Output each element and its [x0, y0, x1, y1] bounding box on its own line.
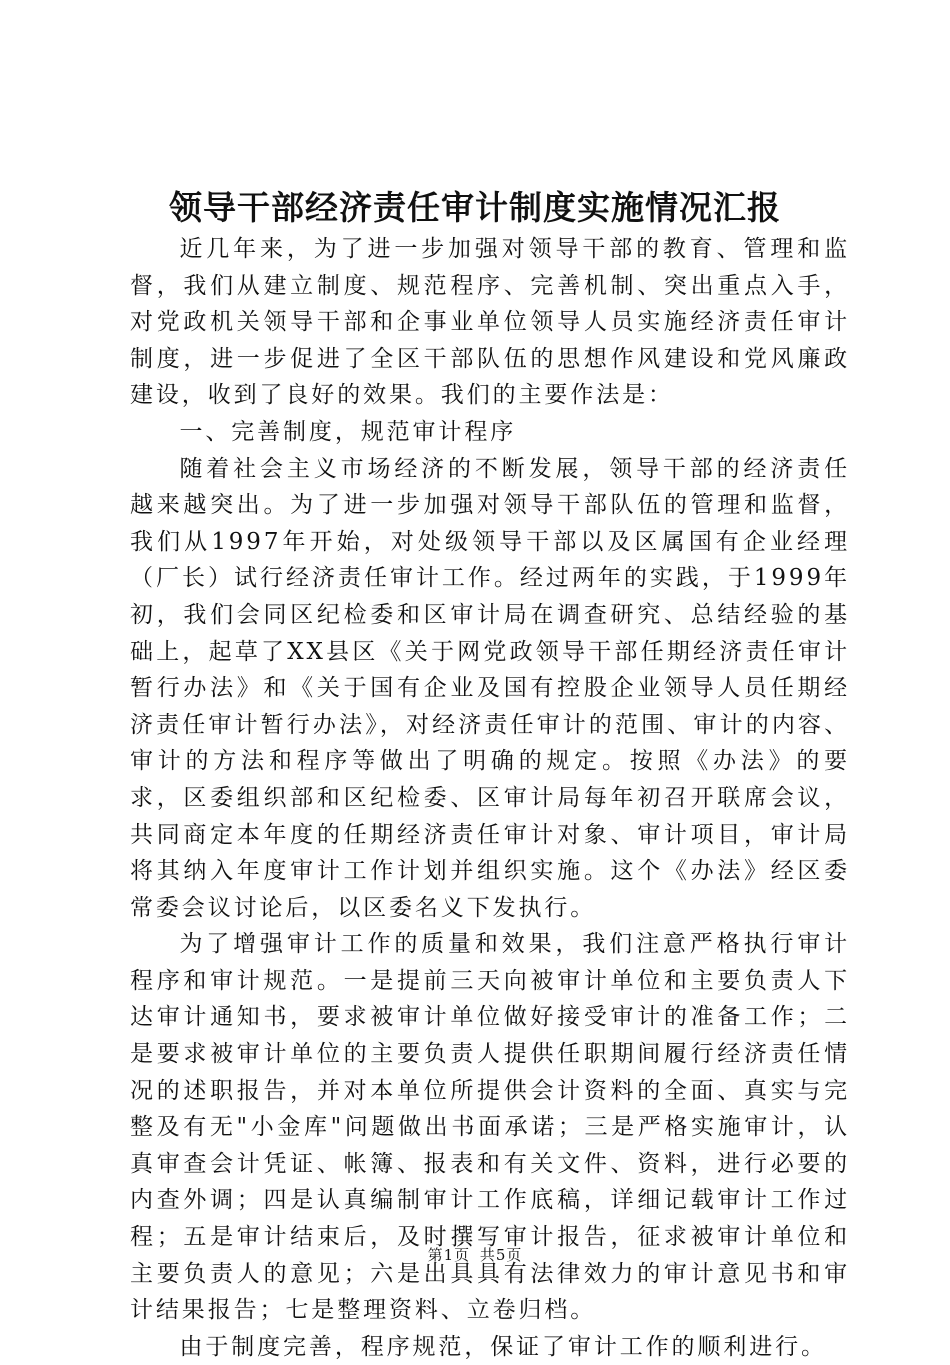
document-title: 领导干部经济责任审计制度实施情况汇报 [169, 188, 781, 227]
paragraph-procedure: 为了增强审计工作的质量和效果，我们注意严格执行审计程序和审计规范。一是提前三天向被审计单位和主要负责人下达审计通知书，要求被审计单位做好接受审计的准备工作；二是要求被审计单位的主要负责人提供任职期间履行经济责任情况的述职报告，并对本单位所提供会计资料的全面、真实与完整及有无"小金库"问题做出书面承诺；三是严格实施审计，认真审查会计凭证、帐簿、报表和有关文件、资料，进行必要的内查外调；四是认真编制审计工作底稿，详细记载审计工作过程；五是审计结束后，及时撰写审计报告，征求被审计单位和主要负责人的意见；六是出具具有法律效力的审计意见书和审计结果报告；七是整理资料、立卷归档。 [130, 931, 850, 1324]
page-number: 第1页 [427, 1246, 471, 1264]
page-footer [0, 1244, 950, 1265]
paragraph-intro: 近几年来，为了进一步加强对领导干部的教育、管理和监督，我们从建立制度、规范程序、完善机制、突出重点入手，对党政机关领导干部和企事业单位领导人员实施经济责任审计制度，进一步促进了全区干部队伍的思想作风建设和党风廉政建设，收到了良好的效果。我们的主要作法是： [130, 236, 850, 409]
document-body [130, 231, 850, 1365]
paragraph-result: 由于制度完善，程序规范，保证了审计工作的顺利进行。 [179, 1333, 827, 1360]
page-total: 共5页 [479, 1246, 523, 1264]
section-heading-1: 一、完善制度，规范审计程序 [179, 418, 517, 445]
paragraph-system: 随着社会主义市场经济的不断发展，领导干部的经济责任越来越突出。为了进一步加强对领导干部队伍的管理和监督，我们从1997年开始，对处级领导干部以及区属国有企业经理（厂长）试行经济责任审计工作。经过两年的实践，于1999年初，我们会同区纪检委和区审计局在调查研究、总结经验的基础上，起草了XX县区《关于网党政领导干部任期经济责任审计暂行办法》和《关于国有企业及国有控股企业领导人员任期经济责任审计暂行办法》，对经济责任审计的范围、审计的内容、审计的方法和程序等做出了明确的规定。按照《办法》的要求，区委组织部和区纪检委、区审计局每年初召开联席会议，共同商定本年度的任期经济责任审计对象、审计项目，审计局将其纳入年度审计工作计划并组织实施。这个《办法》经区委常委会议讨论后，以区委名义下发执行。 [130, 455, 850, 921]
